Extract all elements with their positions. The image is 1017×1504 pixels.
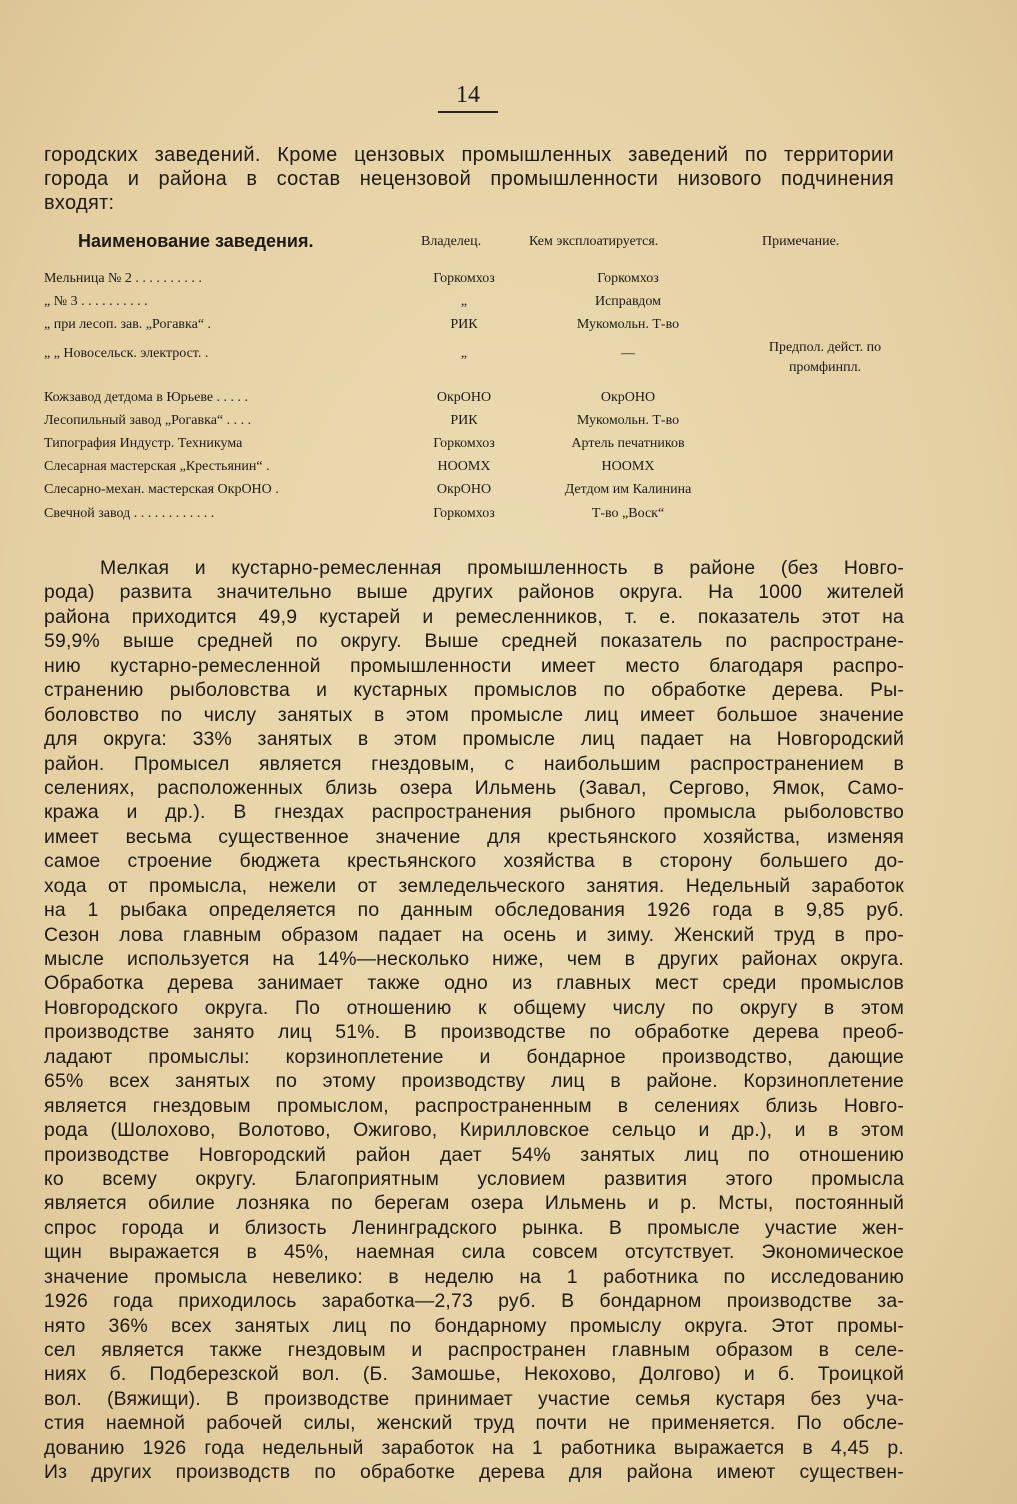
cell-name: Типография Индустр. Техникума (44, 436, 243, 451)
cell-owner: РИК (450, 413, 478, 428)
table-row (0, 317, 1017, 339)
cell-name: „ при лесоп. зав. „Рогавка“ . (44, 317, 212, 332)
text-line: на 1 рыбака определяется по данным обследования 1926 года в 9,85 руб. (44, 899, 904, 922)
text-line: ниях б. Подберезской вол. (Б. Замошье, Некохово, Долгово) и б. Троицкой (44, 1363, 904, 1386)
header-owner: Владелец. (421, 234, 482, 249)
text-line: мысле используется на 14%—несколько ниже, чем в других районах округа. (44, 948, 904, 970)
text-line: вол. (Вяжищи). В производстве принимает участие семья кустаря без уча- (44, 1387, 904, 1410)
body-paragraph (44, 556, 904, 1485)
text-line: района приходится 49,9 кустарей и ремесленников, т. е. показатель этот на (44, 605, 904, 628)
header-operator: Кем эксплоатируется. (529, 234, 659, 249)
text-line: рода (Шолохово, Волотово, Ожигово, Кирилловское сельцо и др.), и в этом (44, 1119, 904, 1142)
table-row (0, 436, 1017, 458)
cell-name: Свечной завод . . . . . . . . . . . . (44, 506, 215, 521)
text-line: 1926 года приходилось заработка—2,73 руб. В бондарном производстве за- (44, 1290, 904, 1313)
table-row (0, 271, 1017, 293)
text-line: селениях, расположенных близь озера Ильмень (Завал, Сергово, Ямок, Само- (44, 776, 904, 799)
cell-operator: Артель печатников (571, 436, 685, 451)
cell-operator: НООМХ (601, 459, 655, 474)
table-row (0, 482, 1017, 504)
cell-owner: Горкомхоз (433, 506, 495, 521)
text-line: нято 36% всех занятых лиц по бондарному промыслу округа. Этот промы- (44, 1314, 904, 1337)
cell-owner: ОкрОНО (436, 390, 492, 405)
text-line: самое строение бюджета крестьянского хозяйства в сторону большего до- (44, 850, 904, 873)
cell-owner: „ (460, 346, 468, 361)
text-line: Сезон лова главным образом падает на осень и зиму. Женский труд в про- (44, 923, 904, 946)
cell-name: „ „ Новосельск. электрост. . (44, 346, 209, 361)
text-line: рода) развита значительно выше других районов округа. На 1000 жителей (44, 581, 904, 604)
text-line: район. Промысел является гнездовым, с наибольшим распространением в (44, 752, 904, 775)
cell-owner: „ (460, 294, 468, 309)
cell-name: Слесарно-механ. мастерская ОкрОНО . (44, 482, 279, 497)
table-row (0, 294, 1017, 316)
cell-operator: Детдом им Калинина (564, 482, 692, 497)
text-line: является обилие лозняка по берегам озера Ильмень и р. Мсты, постоянный (44, 1192, 904, 1215)
cell-owner: РИК (450, 317, 478, 332)
cell-name: „ № 3 . . . . . . . . . . (44, 294, 148, 309)
text-line: нию кустарно-ремесленной промышленности имеет место благодаря распро- (44, 654, 904, 677)
cell-operator: Мукомольн. Т-во (576, 413, 680, 428)
cell-operator: Исправдом (594, 294, 661, 309)
text-line: для округа: 33% занятых в этом промысле лиц падает на Новгородский (44, 728, 904, 751)
text-line: стия наемной рабочей силы, женский труд почти не применяется. По обсле- (44, 1412, 904, 1435)
table-row (0, 390, 1017, 412)
text-line: Обработка дерева занимает также одно из главных мест среди промыслов (44, 972, 904, 995)
cell-operator: — (621, 346, 635, 361)
cell-owner: Горкомхоз (433, 271, 495, 286)
text-line: сел является также гнездовым и распространен главным образом в селе- (44, 1339, 904, 1361)
text-line: Новгородского округа. По отношению к общему числу по округу в этом (44, 996, 904, 1019)
text-line: ладают промыслы: корзиноплетение и бондарное производство, дающие (44, 1045, 904, 1068)
header-name: Наименование заведения. (78, 231, 314, 251)
text-line: спрос города и близость Ленинградского рынка. В промысле участие жен- (44, 1216, 904, 1239)
cell-name: Слесарная мастерская „Крестьянин“ . (44, 459, 270, 474)
text-line: боловство по числу занятых в этом промысле лиц имеет большое значение (44, 703, 904, 726)
page-number: 14 (438, 82, 498, 113)
text-line: щин выражается в 45%, наемная сила совсем отсутствует. Экономическое (44, 1241, 904, 1264)
table-row (0, 506, 1017, 528)
cell-operator: Горкомхоз (597, 271, 659, 286)
text-line: является гнездовым промыслом, распространенным в селениях близь Новго- (44, 1094, 904, 1117)
table-header (0, 231, 1017, 261)
cell-note: Предпол. дейст. по промфинпл. (768, 340, 882, 375)
text-line: ко всему округу. Благоприятным условием развития этого промысла (44, 1167, 904, 1190)
text-line: производстве занято лиц 51%. В производстве по обработке дерева преоб- (44, 1021, 904, 1044)
text-line: 59,9% выше средней по округу. Выше средней показатель по распростране- (44, 630, 904, 653)
text-line: производстве Новгородский район дает 54% занятых лиц по отношению (44, 1143, 904, 1166)
cell-operator: Т-во „Воск“ (591, 506, 665, 521)
text-line: хода от промысла, нежели от земледельческого занятия. Недельный заработок (44, 874, 904, 897)
table-row (0, 340, 1017, 375)
text-line: Из других производств по обработке дерева для района имеют существен- (44, 1461, 904, 1484)
text-line: странению рыболовства и кустарных промыслов по обработке дерева. Ры- (44, 679, 904, 702)
text-line: значение промысла невелико: в неделю на 1 работника по исследованию (44, 1265, 904, 1288)
cell-operator: ОкрОНО (600, 390, 656, 405)
intro-paragraph: городских заведений. Кроме цензовых промышленных заведений по территории города и района в состав нецензовой промышленности низового подчинения входят: (44, 144, 894, 214)
text-line: 65% всех занятых по этому производству лиц в районе. Корзиноплетение (44, 1070, 904, 1093)
cell-operator: Мукомольн. Т-во (576, 317, 680, 332)
text-line: Мелкая и кустарно-ремесленная промышленность в районе (без Новго- (100, 557, 904, 579)
header-note: Примечание. (762, 234, 840, 249)
text-line: дованию 1926 года недельный заработок на 1 работника выражается в 4,45 р. (44, 1436, 904, 1459)
cell-owner: Горкомхоз (433, 436, 495, 451)
cell-owner: ОкрОНО (436, 482, 492, 497)
cell-owner: НООМХ (437, 459, 491, 474)
table-row (0, 413, 1017, 435)
cell-name: Кожзавод детдома в Юрьеве . . . . . (44, 390, 249, 405)
text-line: кража и др.). В гнездах распространения рыбного промысла рыболовство (44, 801, 904, 824)
cell-name: Мельница № 2 . . . . . . . . . . (44, 271, 202, 286)
table-row (0, 459, 1017, 481)
cell-name: Лесопильный завод „Рогавка“ . . . . (44, 413, 252, 428)
text-line: имеет весьма существенное значение для крестьянского хозяйства, изменяя (44, 825, 904, 848)
